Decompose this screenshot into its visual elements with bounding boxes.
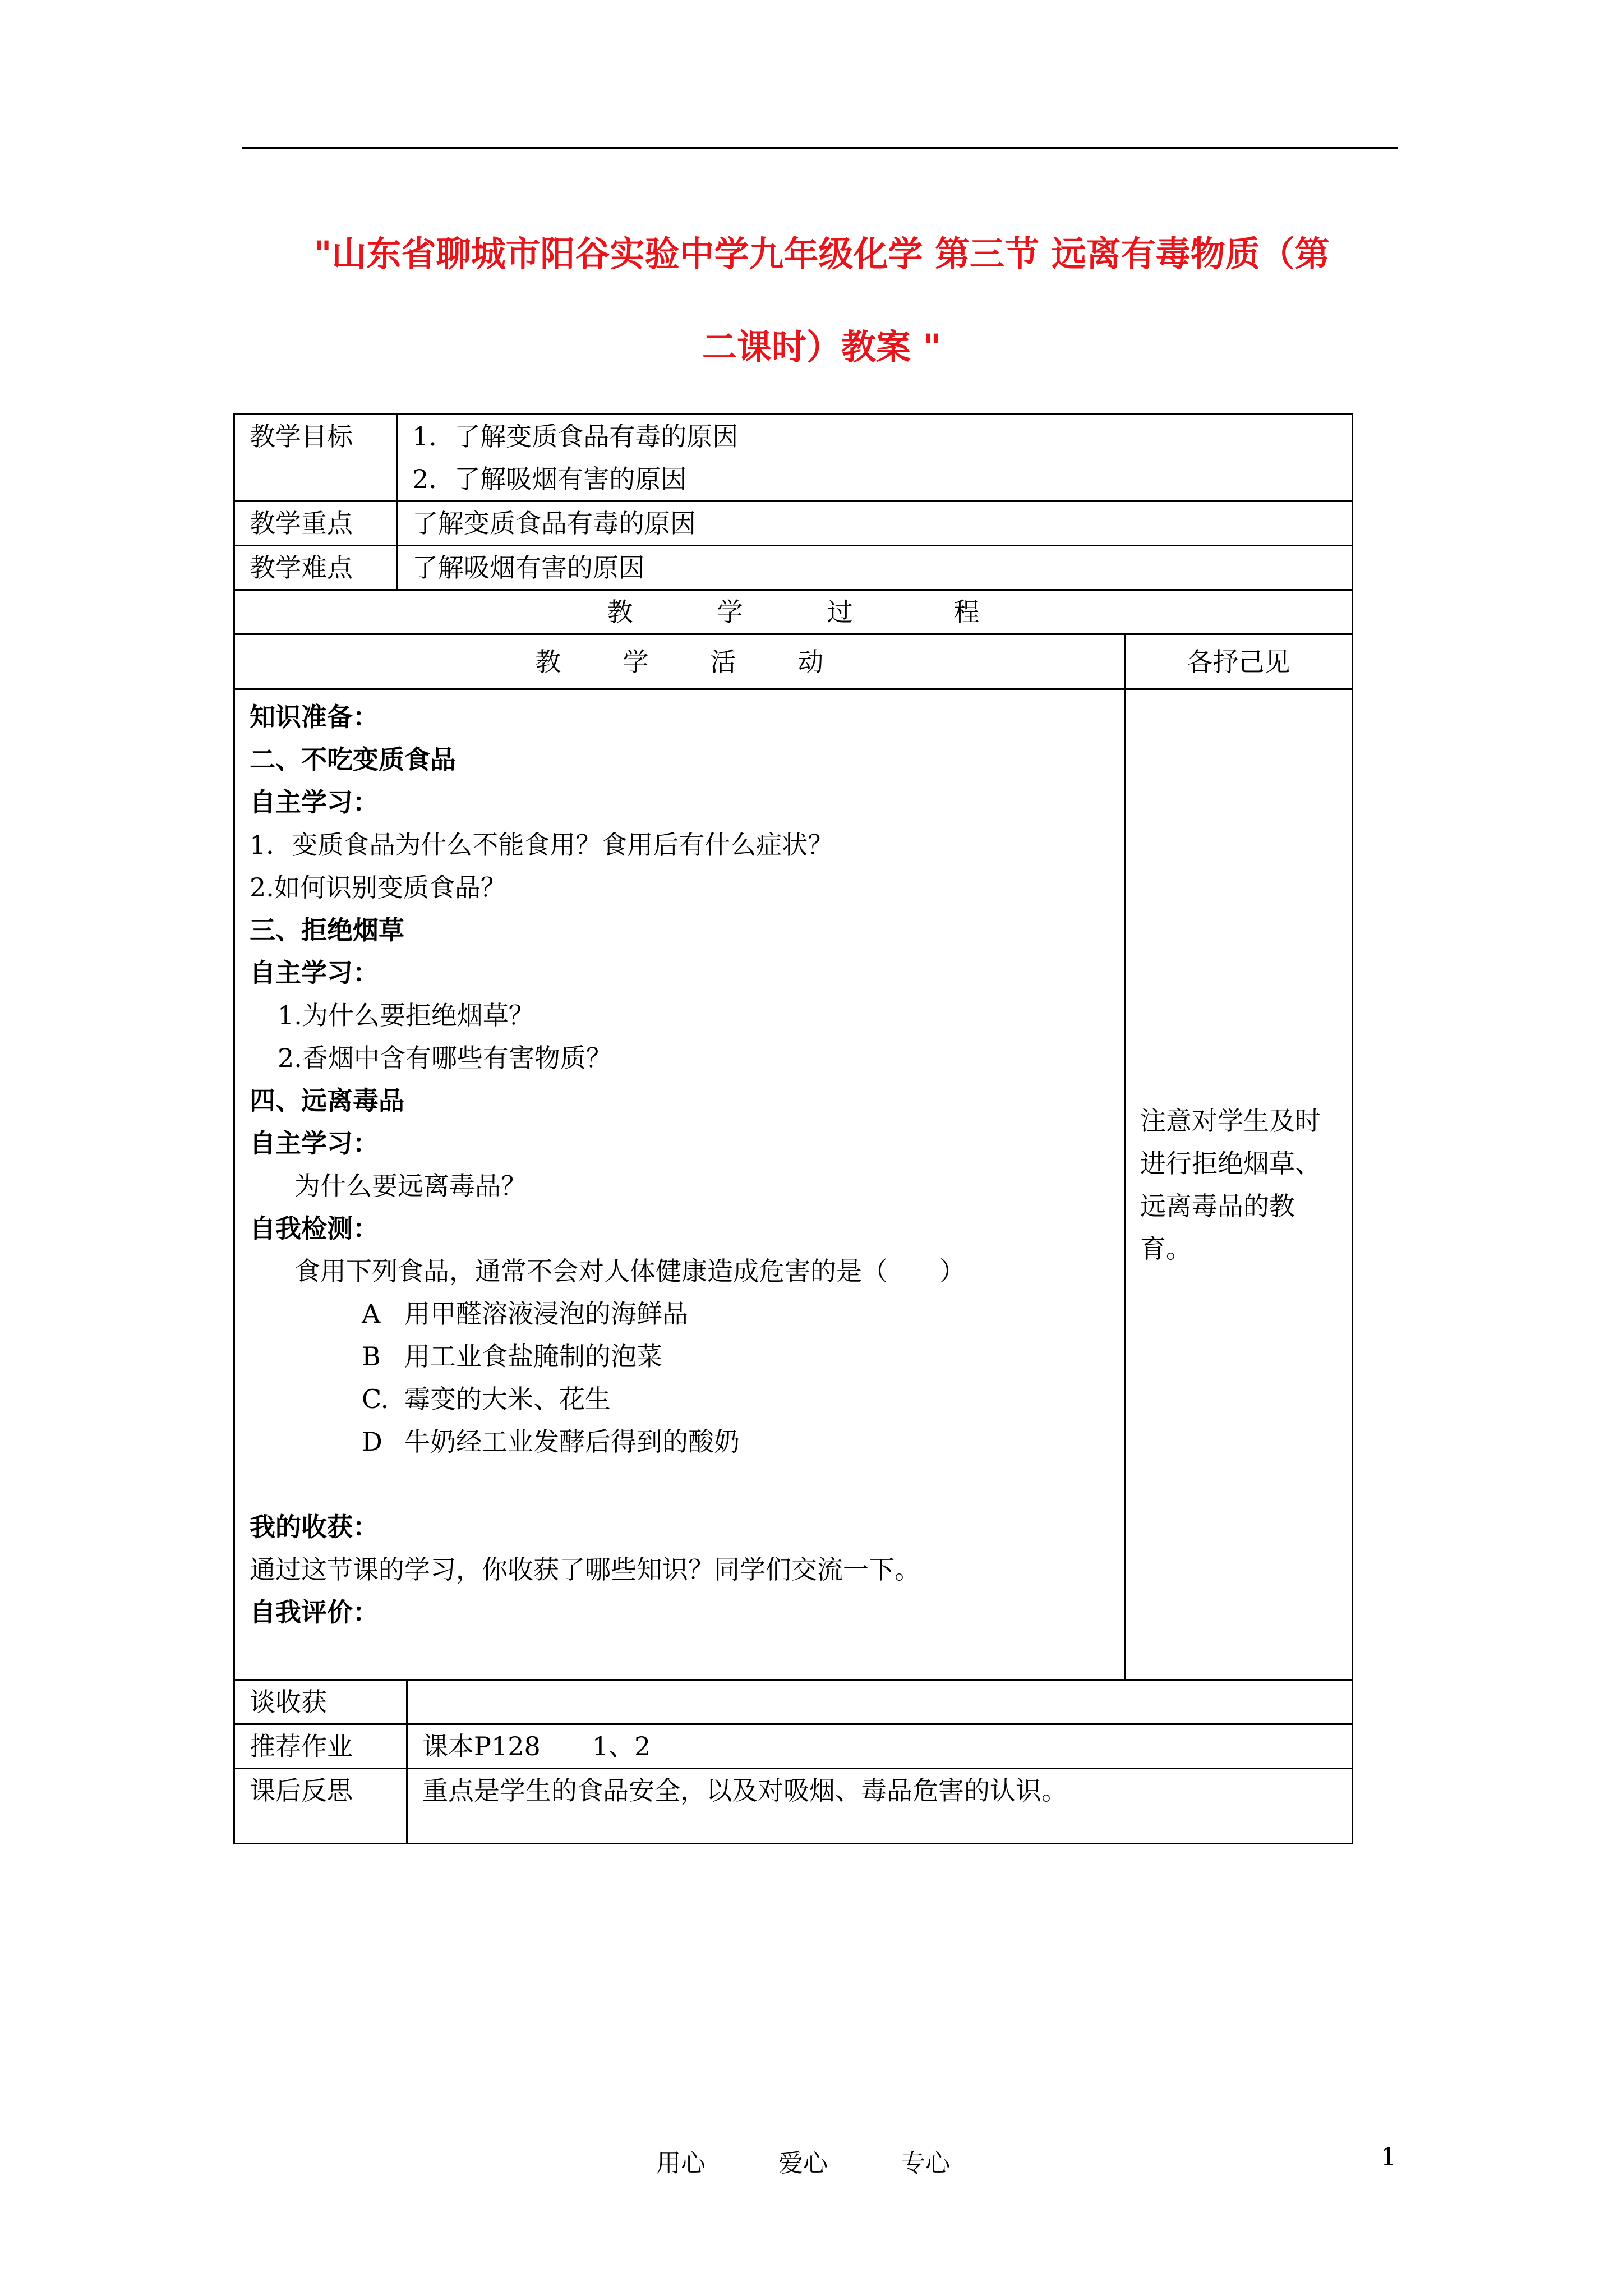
activity-char-3: 活 — [710, 646, 736, 677]
harvest-text: 通过这节课的学习，你收获了哪些知识？同学们交流一下。 — [250, 1554, 920, 1585]
activities-cell — [234, 689, 1125, 1680]
option-d — [250, 1420, 1124, 1463]
option-c-letter: C. — [362, 1384, 389, 1414]
process-char-4: 程 — [953, 597, 980, 627]
question-4: 2.香烟中含有哪些有害物质？ — [278, 1043, 612, 1073]
section-4-heading: 四、远离毒品 — [250, 1085, 404, 1116]
lesson-plan-table — [233, 413, 1353, 1844]
activity-char-4: 动 — [797, 646, 824, 677]
check-question: 食用下列食品，通常不会对人体健康造成危害的是（ ） — [294, 1256, 965, 1286]
option-a-text: 用甲醛溶液浸泡的海鲜品 — [404, 1299, 688, 1329]
difficult-label: 教学难点 — [234, 546, 397, 590]
option-c — [250, 1378, 1124, 1420]
teacher-note: 注意对学生及时进行拒绝烟草、远离毒品的教育。 — [1140, 1105, 1321, 1264]
note-cell — [1125, 689, 1353, 1680]
question-5: 为什么要远离毒品？ — [294, 1171, 527, 1201]
homework-value: 课本P128 1、2 — [407, 1724, 1353, 1769]
option-a-letter: A — [362, 1299, 381, 1329]
talk-value — [407, 1680, 1353, 1724]
option-d-text: 牛奶经工业发酵后得到的酸奶 — [404, 1427, 740, 1457]
motto-3: 专心 — [901, 2149, 950, 2178]
prep-heading: 知识准备： — [250, 702, 379, 732]
section-2-heading: 二、不吃变质食品 — [250, 744, 456, 775]
self-check-heading: 自我检测： — [250, 1213, 379, 1244]
goal-label: 教学目标 — [234, 415, 397, 501]
title-line-2: 二课时）教案 " — [702, 326, 941, 367]
question-1: 1．变质食品为什么不能食用？食用后有什么症状？ — [250, 830, 834, 860]
key-value: 了解变质食品有毒的原因 — [397, 501, 1353, 546]
notes-header: 各抒己见 — [1125, 634, 1353, 689]
harvest-heading: 我的收获： — [250, 1512, 379, 1542]
footer-motto — [656, 2143, 1023, 2179]
talk-row — [234, 1680, 1353, 1724]
activity-char-1: 教 — [535, 646, 561, 677]
goal-items — [397, 415, 1353, 501]
page-number: 1 — [1381, 2143, 1396, 2171]
option-d-letter: D — [362, 1427, 382, 1457]
key-label: 教学重点 — [234, 501, 397, 546]
title-line-1: "山东省聊城市阳谷实验中学九年级化学 第三节 远离有毒物质（第 — [313, 233, 1330, 274]
motto-1: 用心 — [656, 2149, 706, 2178]
difficult-row — [234, 546, 1353, 590]
goal-item-2: 2．了解吸烟有害的原因 — [412, 464, 687, 494]
key-row — [234, 501, 1353, 546]
activity-header — [234, 634, 1125, 689]
question-2: 2.如何识别变质食品？ — [250, 872, 506, 903]
section-3-heading: 三、拒绝烟草 — [250, 915, 404, 945]
activity-header-row — [234, 634, 1353, 689]
process-header — [234, 590, 1353, 634]
question-3: 1.为什么要拒绝烟草？ — [278, 1000, 534, 1030]
self-eval-heading: 自我评价： — [250, 1597, 379, 1627]
option-a — [250, 1292, 1124, 1335]
option-c-text: 霉变的大米、花生 — [404, 1384, 611, 1414]
reflect-value: 重点是学生的食品安全，以及对吸烟、毒品危害的认识。 — [407, 1769, 1353, 1844]
motto-2: 爱心 — [778, 2149, 828, 2178]
option-b — [250, 1335, 1124, 1378]
goal-row — [234, 415, 1353, 501]
reflect-label: 课后反思 — [234, 1769, 407, 1844]
goal-item-1: 1．了解变质食品有毒的原因 — [412, 421, 739, 452]
spacer — [250, 1463, 1124, 1506]
homework-label: 推荐作业 — [234, 1724, 407, 1769]
self-study-3: 自主学习： — [250, 1128, 379, 1158]
activities-row — [234, 689, 1353, 1680]
process-char-3: 过 — [827, 597, 853, 627]
reflect-row — [234, 1769, 1353, 1844]
process-char-2: 学 — [717, 597, 743, 627]
self-study-2: 自主学习： — [250, 958, 379, 988]
header-rule — [242, 147, 1398, 149]
option-b-letter: B — [362, 1341, 381, 1372]
process-header-row — [234, 590, 1353, 634]
difficult-value: 了解吸烟有害的原因 — [397, 546, 1353, 590]
homework-row — [234, 1724, 1353, 1769]
self-study-1: 自主学习： — [250, 787, 379, 817]
option-b-text: 用工业食盐腌制的泡菜 — [404, 1341, 662, 1372]
process-char-1: 教 — [607, 597, 633, 627]
activity-char-2: 学 — [623, 646, 649, 677]
document-title — [236, 208, 1408, 394]
talk-label: 谈收获 — [234, 1680, 407, 1724]
